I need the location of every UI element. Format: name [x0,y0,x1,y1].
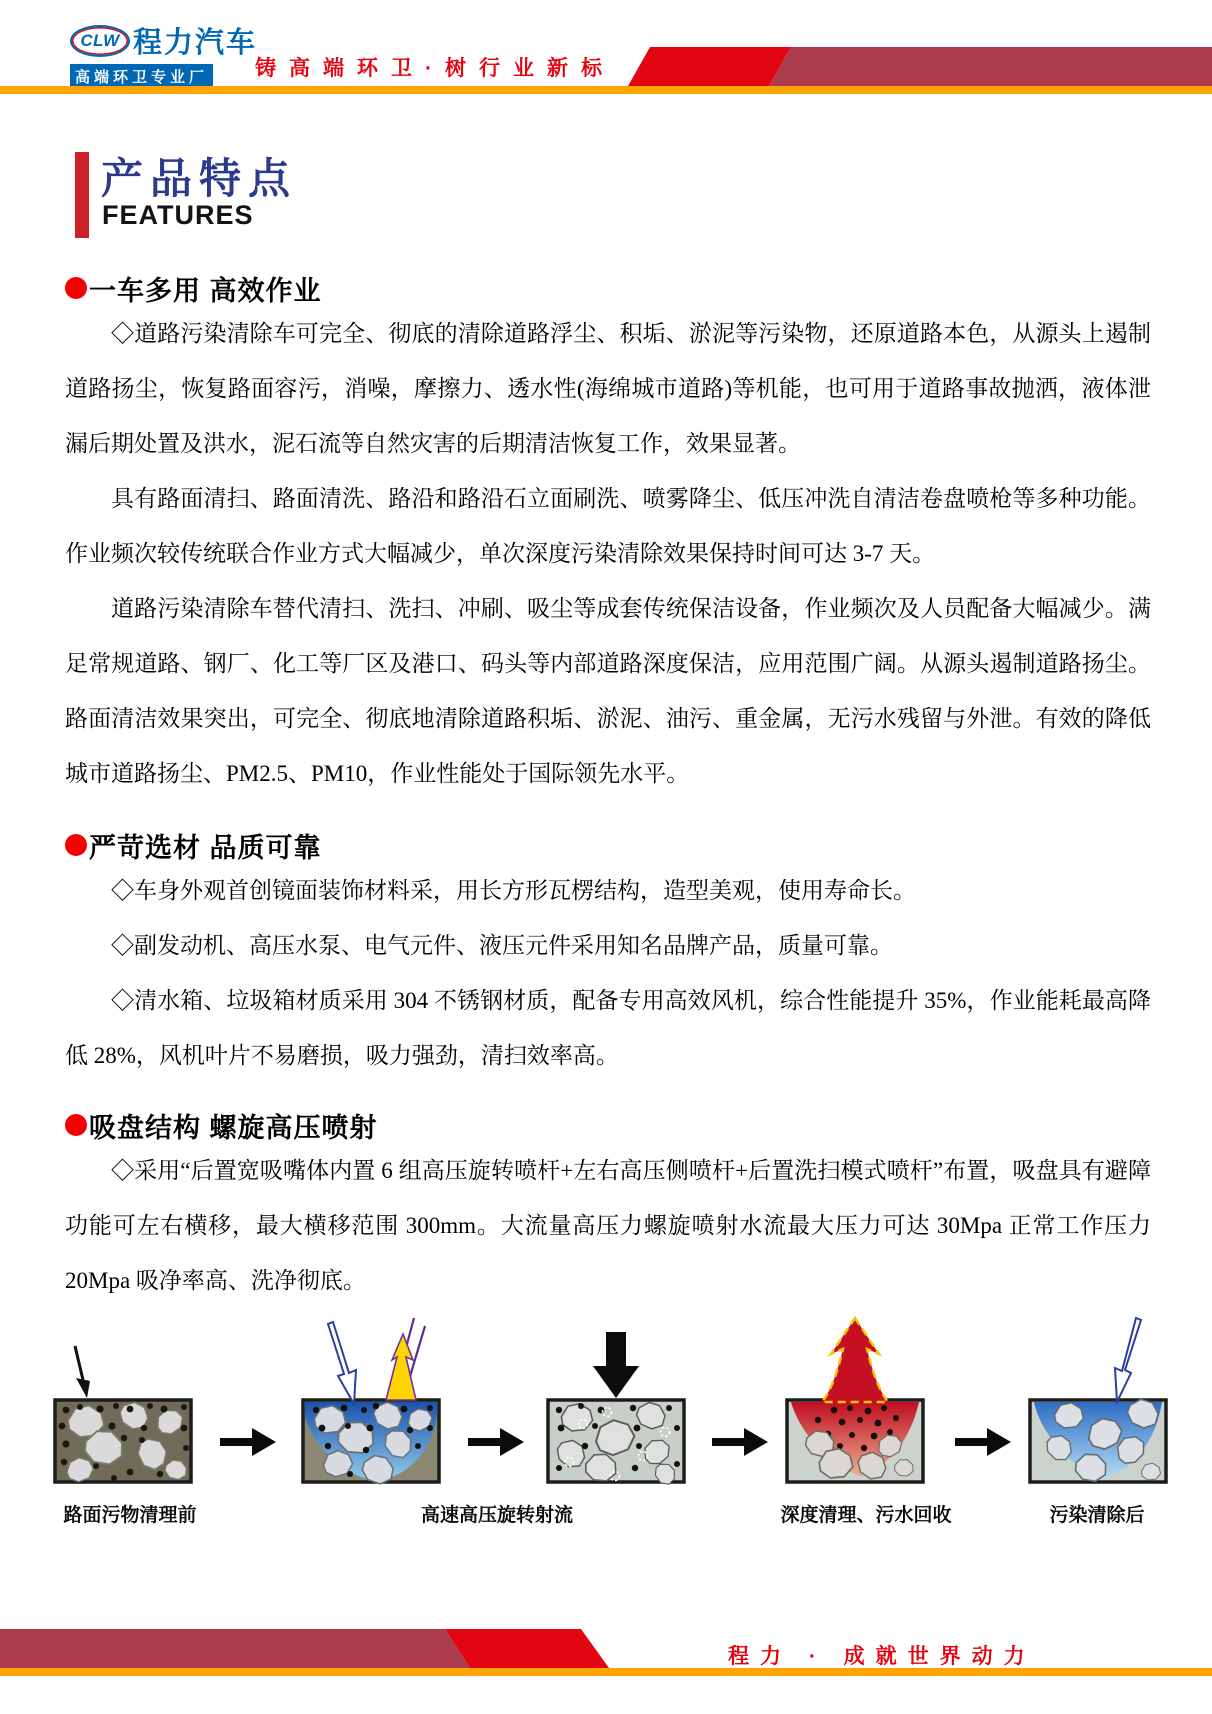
page-title: 产品特点 [101,155,298,202]
red-bullet-icon [65,277,87,299]
section-heading-text: 一车多用 高效作业 [89,275,322,306]
diagram-caption: 路面污物清理前 [63,1505,197,1526]
section-multi-use [65,270,1151,801]
paragraph: ◇采用“后置宽吸嘴体内置 6 组高压旋转喷杆+左右高压侧喷杆+后置洗扫模式喷杆”布置，吸盘具有避障功能可左右横移，最大横移范围 300mm。大流量高压力螺旋喷射水流最大压力可达 30Mpa 正常工作压力 20Mpa 吸净率高、洗净彻底。 [65,1158,1151,1293]
footer-red-parallelogram [445,1629,609,1668]
footer-maroon-band [0,1629,470,1668]
header-orange-rule [0,86,1212,94]
page-title-en: FEATURES [102,200,254,230]
paragraph: ◇副发动机、高压水泵、电气元件、液压元件采用知名品牌产品，质量可靠。 [111,933,893,958]
logo-subtitle: 高端环卫专业厂 [70,64,213,89]
paragraph: 具有路面清扫、路面清洗、路沿和路沿石立面刷洗、喷雾降尘、低压冲洗自清洁卷盘喷枪等多种功能。作业频次较传统联合作业方式大幅减少，单次深度污染清除效果保持时间可达 3-7 天。 [65,486,1151,566]
diagram-panel-before [52,1316,194,1486]
red-bullet-icon [65,1114,87,1136]
diagram-caption: 深度清理、污水回收 [780,1505,952,1526]
diagram-panel-jet [300,1316,442,1486]
section-heading [65,827,1151,863]
section-heading-text: 吸盘结构 螺旋高压喷射 [89,1112,378,1143]
footer-slogan: 程力 · 成就世界动力 [728,1645,1036,1668]
right-arrow-icon [955,1424,1011,1460]
section-heading [65,270,1151,306]
right-arrow-icon [712,1424,768,1460]
cleaning-process-diagram [0,1316,1212,1556]
header-ribbon [0,47,1212,86]
content-column [65,270,1151,1308]
section-heading-text: 严苛选材 品质可靠 [89,832,322,863]
diagram-caption: 污染清除后 [1049,1505,1145,1526]
diagram-panel-recovery [784,1316,926,1486]
header-maroon-band [769,47,1212,86]
diagram-caption: 高速高压旋转射流 [420,1505,574,1526]
header-red-parallelogram [628,47,791,86]
paragraph: ◇清水箱、垃圾箱材质采用 304 不锈钢材质，配备专用高效风机，综合性能提升 35%，作业能耗最高降低 28%，风机叶片不易磨损，吸力强劲，清扫效率高。 [65,988,1151,1068]
diagram-panel-after [1027,1316,1169,1486]
paragraph: 道路污染清除车替代清扫、洗扫、冲刷、吸尘等成套传统保洁设备，作业频次及人员配备大幅减少。满足常规道路、钢厂、化工等厂区及港口、码头等内部道路深度保洁，应用范围广阔。从源头遏制道路扬尘。路面清洁效果突出，可完全、彻底地清除道路积垢、淤泥、油污、重金属，无污水残留与外泄。有效的降低城市道路扬尘、PM2.5、PM10，作业性能处于国际领先水平。 [65,596,1151,786]
paragraph: ◇车身外观首创镜面装饰材料采，用长方形瓦楞结构，造型美观，使用寿命长。 [111,878,916,903]
paragraph: ◇道路污染清除车可完全、彻底的清除道路浮尘、积垢、淤泥等污染物，还原道路本色，从源头上遏制道路扬尘，恢复路面容污，消噪，摩擦力、透水性(海绵城市道路)等机能，也可用于道路事故抛洒，液体泄漏后期处置及洪水，泥石流等自然灾害的后期清洁恢复工作，效果显著。 [65,321,1151,456]
header-tagline: 铸高端环卫·树行业新标 [255,57,615,80]
logo-abbr: CLW [80,30,120,50]
right-arrow-icon [468,1424,524,1460]
right-arrow-icon [220,1424,276,1460]
logo-brand-name: 程力汽车 [133,27,258,59]
section-heading [65,1107,1151,1143]
diagram-panel-suction [545,1316,687,1486]
section-suction [65,1107,1151,1308]
red-bullet-icon [65,834,87,856]
title-accent-bar [75,152,89,238]
section-materials [65,827,1151,1083]
